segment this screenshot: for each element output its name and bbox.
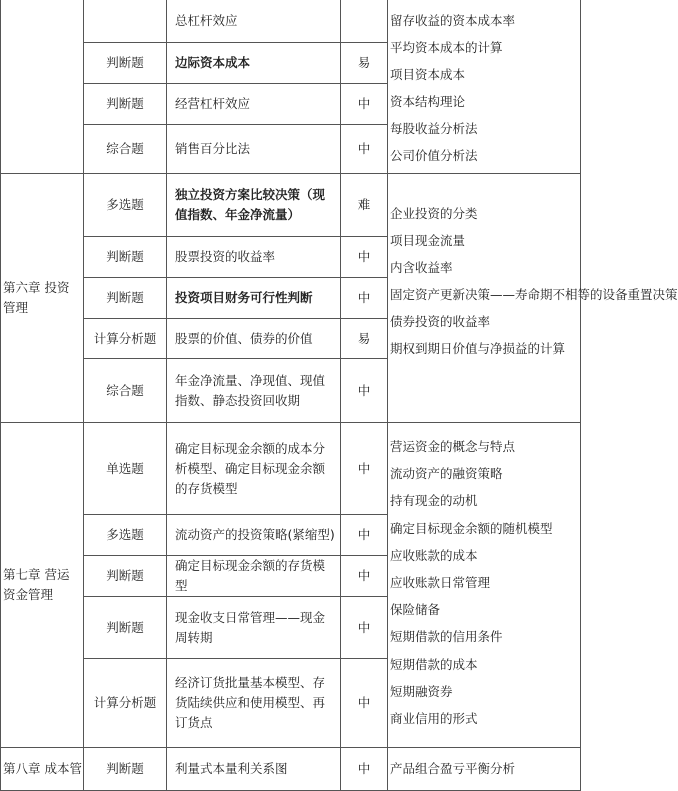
question-type-cell: 判断题 (84, 597, 167, 659)
knowledge-point: 留存收益的资本成本率 (390, 13, 516, 28)
question-type-cell: 判断题 (84, 278, 167, 319)
knowledge-point: 产品组合盈亏平衡分析 (390, 761, 516, 776)
knowledge-point: 每股收益分析法 (390, 121, 478, 136)
topic-cell: 股票投资的收益率 (167, 237, 341, 278)
topic-cell: 经营杠杆效应 (167, 84, 341, 125)
knowledge-point: 项目资本成本 (390, 67, 466, 82)
question-type-cell: 判断题 (84, 43, 167, 84)
knowledge-point: 资本结构理论 (390, 94, 466, 109)
knowledge-points-cell (388, 174, 678, 423)
difficulty-cell: 中 (341, 423, 388, 515)
chapter-cell (1, 0, 84, 174)
knowledge-point: 商业信用的形式 (390, 711, 478, 727)
difficulty-cell: 难 (341, 174, 388, 237)
question-type-cell: 多选题 (84, 174, 167, 237)
knowledge-point: 内含收益率 (390, 260, 453, 275)
knowledge-point: 期权到期日价值与净损益的计算 (390, 341, 566, 356)
difficulty-cell: 中 (341, 84, 388, 125)
topic-cell: 现金收支日常管理——现金周转期 (167, 597, 341, 659)
question-type-cell: 多选题 (84, 515, 167, 556)
knowledge-points-cell (388, 0, 581, 174)
topic-cell: 经济订货批量基本模型、存货陆续供应和使用模型、再订货点 (167, 659, 341, 748)
table-row (1, 748, 581, 791)
question-type-cell: 计算分析题 (84, 319, 167, 359)
difficulty-cell: 中 (341, 237, 388, 278)
topic-cell: 独立投资方案比较决策（现值指数、年金净流量） (167, 174, 341, 237)
difficulty-cell: 易 (341, 319, 388, 359)
question-type-cell: 综合题 (84, 125, 167, 174)
topic-cell: 总杠杆效应 (167, 0, 341, 43)
knowledge-point: 项目现金流量 (390, 233, 466, 248)
difficulty-cell: 中 (341, 748, 388, 791)
knowledge-point: 公司价值分析法 (390, 148, 478, 163)
knowledge-points-cell (388, 748, 581, 791)
topic-cell: 利量式本量利关系图 (167, 748, 341, 791)
topic-cell: 确定目标现金余额的成本分析模型、确定目标现金余额的存货模型 (167, 423, 341, 515)
topic-cell: 确定目标现金余额的存货模型 (167, 556, 341, 597)
table-row (1, 423, 581, 515)
difficulty-cell: 中 (341, 515, 388, 556)
difficulty-cell: 易 (341, 43, 388, 84)
knowledge-point: 债券投资的收益率 (390, 314, 491, 329)
table-row (1, 174, 581, 237)
knowledge-point: 企业投资的分类 (390, 206, 478, 221)
question-type-cell: 计算分析题 (84, 659, 167, 748)
knowledge-points-cell (388, 423, 581, 748)
knowledge-point: 营运资金的概念与特点 (390, 439, 516, 454)
topic-cell: 股票的价值、债券的价值 (167, 319, 341, 359)
knowledge-point: 应收账款日常管理 (390, 575, 491, 591)
topic-cell: 边际资本成本 (167, 43, 341, 84)
topic-cell: 投资项目财务可行性判断 (167, 278, 341, 319)
topic-cell: 年金净流量、净现值、现值指数、静态投资回收期 (167, 359, 341, 423)
knowledge-point: 短期借款的成本 (390, 656, 478, 672)
difficulty-cell: 中 (341, 597, 388, 659)
difficulty-cell: 中 (341, 556, 388, 597)
question-type-cell: 综合题 (84, 359, 167, 423)
knowledge-point: 保险储备 (390, 602, 441, 618)
question-type-cell: 单选题 (84, 423, 167, 515)
chapter-cell: 第七章 营运资金管理 (1, 423, 84, 748)
difficulty-cell (341, 0, 388, 43)
knowledge-point: 确定目标现金余额的随机模型 (390, 520, 553, 536)
difficulty-cell: 中 (341, 278, 388, 319)
question-type-cell: 判断题 (84, 748, 167, 791)
table-row (1, 0, 581, 43)
knowledge-point: 短期借款的信用条件 (390, 629, 503, 645)
question-type-cell: 判断题 (84, 556, 167, 597)
knowledge-point: 流动资产的融资策略 (390, 466, 503, 482)
topic-cell: 销售百分比法 (167, 125, 341, 174)
difficulty-cell: 中 (341, 659, 388, 748)
question-type-cell: 判断题 (84, 237, 167, 278)
topic-cell: 流动资产的投资策略(紧缩型) (167, 515, 341, 556)
question-type-cell (84, 0, 167, 43)
knowledge-point: 持有现金的动机 (390, 493, 478, 509)
chapter-cell: 第八章 成本管 (1, 748, 84, 791)
knowledge-point: 短期融资券 (390, 683, 453, 699)
difficulty-cell: 中 (341, 359, 388, 423)
chapter-cell: 第六章 投资管理 (1, 174, 84, 423)
question-type-cell: 判断题 (84, 84, 167, 125)
knowledge-point: 平均资本成本的计算 (390, 40, 503, 55)
knowledge-point: 固定资产更新决策——寿命期不相等的设备重置决策 (390, 287, 678, 302)
knowledge-point: 应收账款的成本 (390, 547, 478, 563)
difficulty-cell: 中 (341, 125, 388, 174)
